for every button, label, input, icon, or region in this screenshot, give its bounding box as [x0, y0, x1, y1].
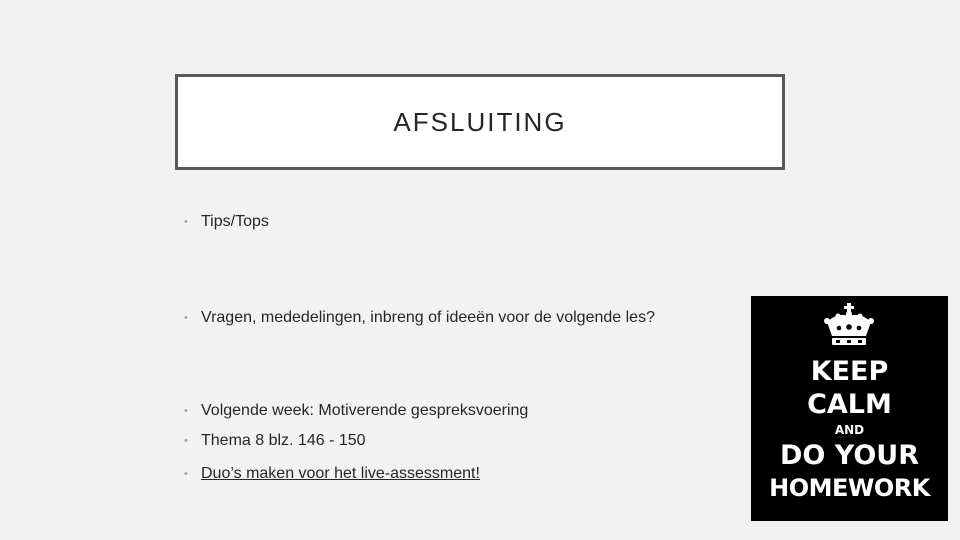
poster-line-and: AND	[834, 423, 865, 437]
bullet-text: Tips/Tops	[201, 213, 269, 230]
keep-calm-poster	[751, 296, 948, 521]
bullet-item-next-week	[184, 402, 528, 420]
bullet-text: Volgende week: Motiverende gespreksvoering	[201, 402, 529, 419]
poster-line-keep: KEEP	[810, 356, 889, 387]
bullet-icon: •	[184, 216, 188, 228]
bullet-text: Vragen, mededelingen, inbreng of ideeën voor de volgende les?	[201, 309, 655, 326]
bullet-item-questions	[184, 309, 655, 327]
bullet-icon: •	[184, 405, 188, 417]
bullet-item-tips-tops	[184, 213, 269, 231]
crown-icon	[824, 302, 874, 350]
slide-title: AFSLUITING	[393, 106, 567, 137]
poster-line-do-your: DO YOUR	[779, 440, 920, 471]
bullet-text: Thema 8 blz. 146 - 150	[201, 432, 366, 449]
bullet-icon: •	[184, 468, 188, 480]
title-box	[175, 74, 785, 170]
bullet-icon: •	[184, 312, 188, 324]
bullet-item-theme	[184, 432, 366, 450]
bullet-icon: •	[184, 435, 188, 447]
duo-assessment-link[interactable]: Duo’s maken voor het live-assessment!	[201, 465, 480, 482]
poster-line-calm: CALM	[807, 389, 892, 420]
poster-line-homework: HOMEWORK	[769, 474, 930, 502]
bullet-item-duo	[184, 465, 480, 483]
